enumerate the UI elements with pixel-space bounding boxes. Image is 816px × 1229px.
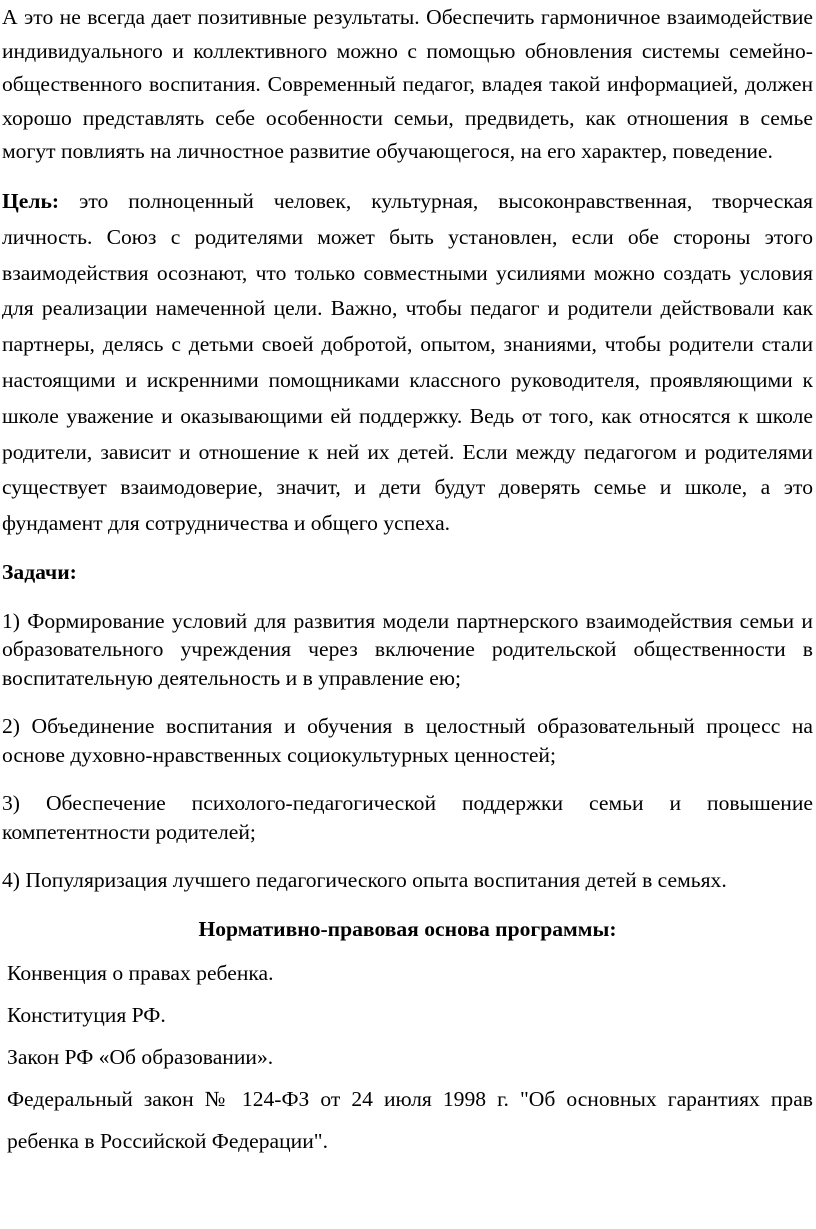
task-item: 1) Формирование условий для развития модели партнерского взаимодействия семьи и образовательного учреждения через включение родительской общественности в воспитательную деятельность и в управление ею; [2, 608, 813, 690]
intro-paragraph: А это не всегда дает позитивные результаты. Обеспечить гармоничное взаимодействие индивидуального и коллективного можно с помощью обновления системы семейно-общественного воспитания. Современный педагог, владея такой информацией, должен хорошо представлять себе особенности семьи, предвидеть, как отношения в семье могут повлиять на личностное развитие обучающегося, на его характер, поведение. [2, 5, 813, 164]
goal-paragraph [2, 184, 813, 542]
tasks-heading: Задачи: [2, 559, 77, 584]
document-page [0, 1, 816, 1162]
normative-item: Закон РФ «Об образовании». [7, 1044, 274, 1069]
task-item: 3) Обеспечение психолого-педагогической поддержки семьи и повышение компетентности родителей; [2, 791, 813, 844]
task-item: 4) Популяризация лучшего педагогического опыта воспитания детей в семьях. [2, 868, 727, 893]
task-item: 2) Объединение воспитания и обучения в целостный образовательный процесс на основе духовно-нравственных социокультурных ценностей; [2, 714, 813, 767]
goal-text: это полноценный человек, культурная, высоконравственная, творческая личность. Союз с родителями может быть установлен, если обе стороны этого взаимодействия осознают, что только совместными усилиями можно создать условия для реализации намеченной цели. Важно, чтобы педагог и родители действовали как партнеры, делясь с детьми своей добротой, опытом, знаниями, чтобы родители стали настоящими и искренними помощниками классного руководителя, проявляющими к школе уважение и оказывающими ей поддержку. Ведь от того, как относятся к школе родители, зависит и отношение к ней их детей. Если между педагогом и родителями существует взаимодоверие, значит, и дети будут доверять семье и школе, а это фундамент для сотрудничества и общего успеха. [2, 188, 813, 536]
goal-label: Цель: [2, 188, 60, 213]
normative-item: Конституция РФ. [7, 1002, 166, 1027]
normative-heading: Нормативно-правовая основа программы: [198, 916, 617, 941]
normative-item: Федеральный закон № 124-ФЗ от 24 июля 1998 г. "Об основных гарантиях прав ребенка в Российской Федерации". [7, 1086, 813, 1153]
normative-item: Конвенция о правах ребенка. [7, 960, 274, 985]
